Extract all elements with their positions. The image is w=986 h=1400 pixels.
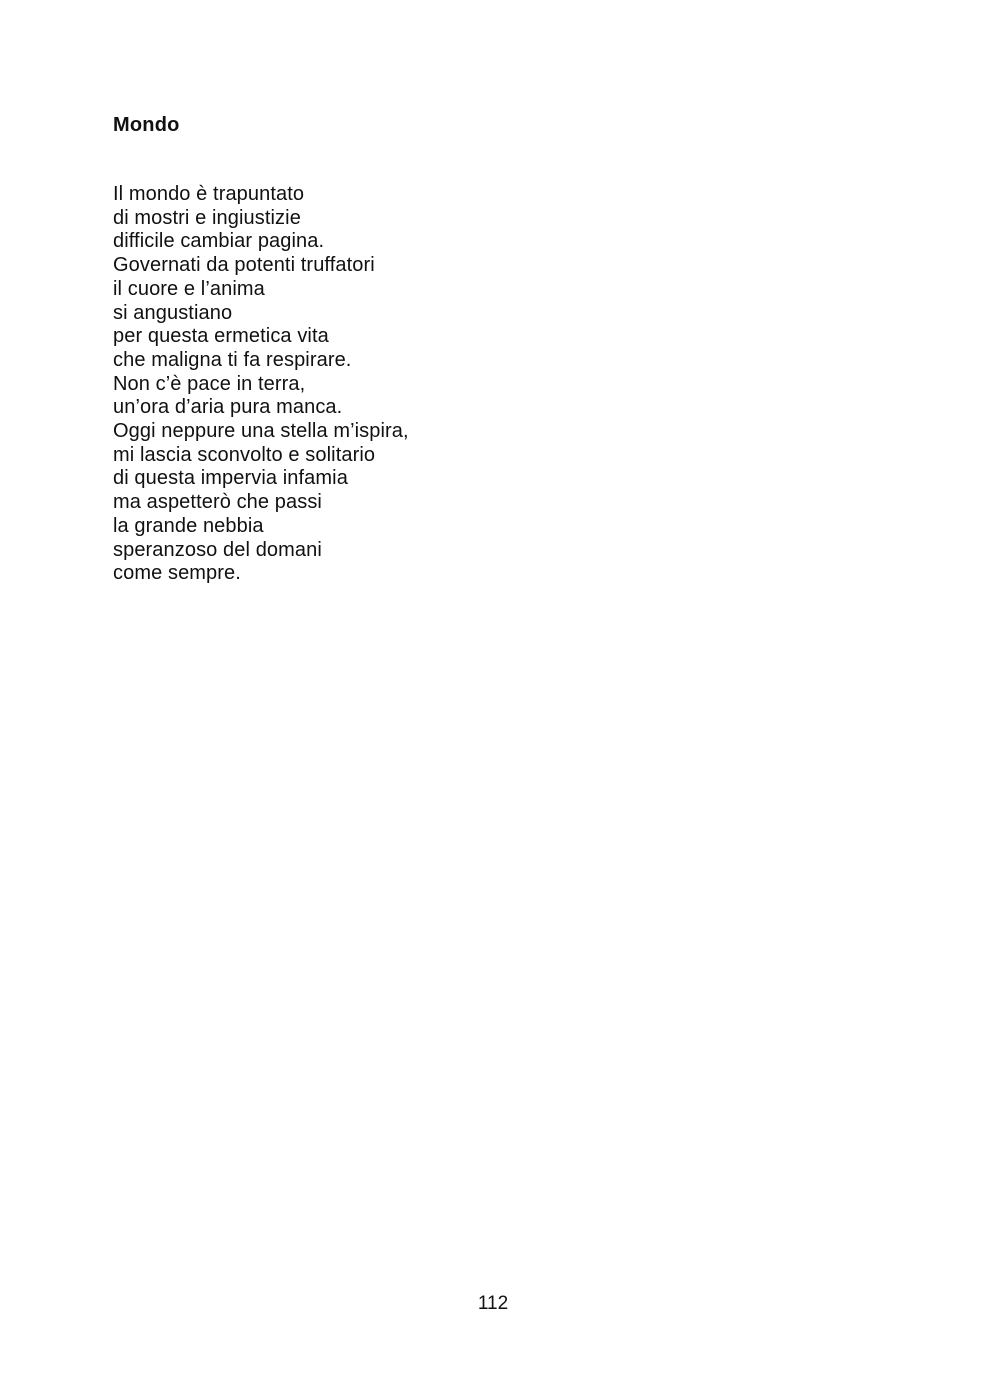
poem-line: si angustiano — [113, 301, 233, 324]
poem-line: un’ora d’aria pura manca. — [113, 396, 343, 419]
poem-line: che maligna ti fa respirare. — [113, 348, 352, 371]
poem-body — [113, 183, 409, 586]
poem-line: mi lascia sconvolto e solitario — [113, 443, 376, 466]
page-number: 112 — [477, 1293, 509, 1314]
poem-line: Oggi neppure una stella m’ispira, — [113, 420, 409, 443]
poem-line: per questa ermetica vita — [113, 325, 329, 348]
poem-line: di questa impervia infamia — [113, 467, 348, 490]
poem-line: come sempre. — [113, 562, 241, 585]
poem-title: Mondo — [113, 114, 180, 136]
poem-line: speranzoso del domani — [113, 538, 322, 561]
poem-line: difficile cambiar pagina. — [113, 230, 325, 253]
poem-line: Il mondo è trapuntato — [113, 183, 305, 205]
poem-line: la grande nebbia — [113, 514, 264, 537]
poem-line: ma aspetterò che passi — [113, 491, 322, 514]
poem-line: di mostri e ingiustizie — [113, 206, 301, 229]
poem-line: il cuore e l’anima — [113, 277, 265, 300]
poem-line: Non c’è pace in terra, — [113, 372, 306, 395]
poem-line: Governati da potenti truffatori — [113, 254, 375, 277]
